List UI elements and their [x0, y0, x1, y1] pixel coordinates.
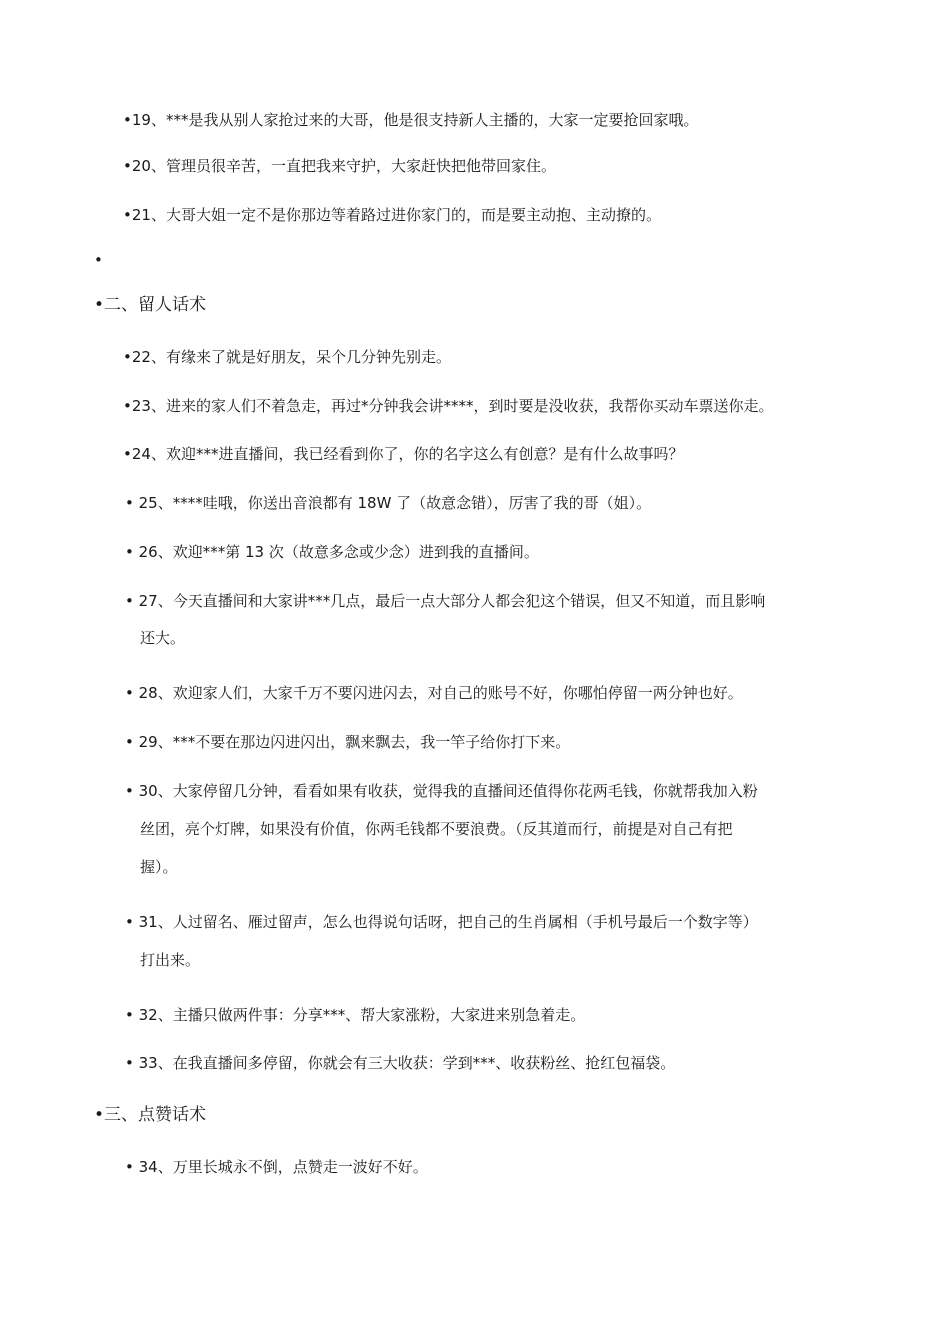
- list-item-19: [123, 110, 698, 130]
- list-item-28: [125, 683, 743, 703]
- bullet: •: [125, 592, 134, 610]
- item-text: 21、大哥大姐一定不是你那边等着路过进你家门的，而是要主动抱、主动撩的。: [131, 206, 661, 224]
- item-text: 27、今天直播间和大家讲***几点，最后一点大部分人都会犯这个错误，但又不知道，而且影响: [138, 592, 766, 610]
- list-item-31: [125, 912, 758, 932]
- bullet: •: [123, 397, 132, 415]
- empty-bullet: •: [94, 251, 103, 269]
- bullet: •: [123, 445, 132, 463]
- bullet: •: [125, 733, 134, 751]
- bullet: •: [125, 684, 134, 702]
- bullet: •: [94, 295, 105, 315]
- list-item-25: [125, 493, 651, 513]
- item-text: 24、欢迎***进直播间，我已经看到你了，你的名字这么有创意？是有什么故事吗？: [131, 445, 684, 463]
- bullet: •: [123, 157, 132, 175]
- bullet: •: [123, 348, 132, 366]
- item-text: 25、****哇哦，你送出音浪都有 18W 了（故意念错），厉害了我的哥（姐）。: [138, 494, 652, 512]
- list-item-24: [123, 444, 683, 464]
- list-item-31-continuation: 打出来。: [140, 951, 201, 969]
- item-text: 19、***是我从别人家抢过来的大哥，他是很支持新人主播的，大家一定要抢回家哦。: [131, 111, 699, 129]
- item-text: 26、欢迎***第 13 次（故意多念或少念）进到我的直播间。: [138, 543, 539, 561]
- list-item-27: [125, 591, 765, 611]
- item-text: 32、主播只做两件事：分享***、帮大家涨粉，大家进来别急着走。: [138, 1006, 586, 1024]
- item-text: 22、有缘来了就是好朋友，呆个几分钟先别走。: [131, 348, 451, 366]
- list-item-20: [123, 156, 556, 176]
- list-item-32: [125, 1005, 585, 1025]
- bullet: •: [94, 1105, 105, 1125]
- bullet: •: [125, 494, 134, 512]
- list-item-34: [125, 1157, 428, 1177]
- bullet: •: [125, 782, 134, 800]
- item-text: 30、大家停留几分钟，看看如果有收获，觉得我的直播间还值得你花两毛钱，你就帮我加入粉: [138, 782, 758, 800]
- list-item-30: [125, 781, 758, 801]
- list-item-23: [123, 396, 773, 416]
- bullet: •: [123, 111, 132, 129]
- section-heading-2: [94, 294, 206, 316]
- bullet: •: [123, 206, 132, 224]
- item-text: 28、欢迎家人们，大家千万不要闪进闪去，对自己的账号不好，你哪怕停留一两分钟也好。: [138, 684, 743, 702]
- bullet: •: [125, 1006, 134, 1024]
- item-text: 31、人过留名、雁过留声，怎么也得说句话呀，把自己的生肖属相（手机号最后一个数字等）: [138, 913, 758, 931]
- item-text: 29、***不要在那边闪进闪出，飘来飘去，我一竿子给你打下来。: [138, 733, 571, 751]
- list-item-21: [123, 205, 661, 225]
- item-text: 20、管理员很辛苦，一直把我来守护，大家赶快把他带回家住。: [131, 157, 556, 175]
- list-item-30-continuation-1: 丝团，亮个灯牌，如果没有价值，你两毛钱都不要浪费。（反其道而行，前提是对自己有把: [140, 820, 733, 838]
- section-heading-3: [94, 1104, 206, 1126]
- bullet: •: [125, 1158, 134, 1176]
- list-item-30-continuation-2: 握）。: [140, 858, 178, 876]
- item-text: 33、在我直播间多停留，你就会有三大收获：学到***、收获粉丝、抢红包福袋。: [138, 1054, 676, 1072]
- bullet: •: [125, 1054, 134, 1072]
- list-item-27-continuation: 还大。: [140, 629, 186, 647]
- list-item-26: [125, 542, 539, 562]
- list-item-33: [125, 1053, 675, 1073]
- bullet: •: [125, 543, 134, 561]
- heading-text: 二、留人话术: [104, 295, 207, 315]
- heading-text: 三、点赞话术: [104, 1105, 207, 1125]
- list-item-29: [125, 732, 570, 752]
- list-item-22: [123, 347, 451, 367]
- item-text: 23、进来的家人们不着急走，再过*分钟我会讲****，到时要是没收获，我帮你买动车票送你走。: [131, 397, 774, 415]
- item-text: 34、万里长城永不倒，点赞走一波好不好。: [138, 1158, 428, 1176]
- bullet: •: [125, 913, 134, 931]
